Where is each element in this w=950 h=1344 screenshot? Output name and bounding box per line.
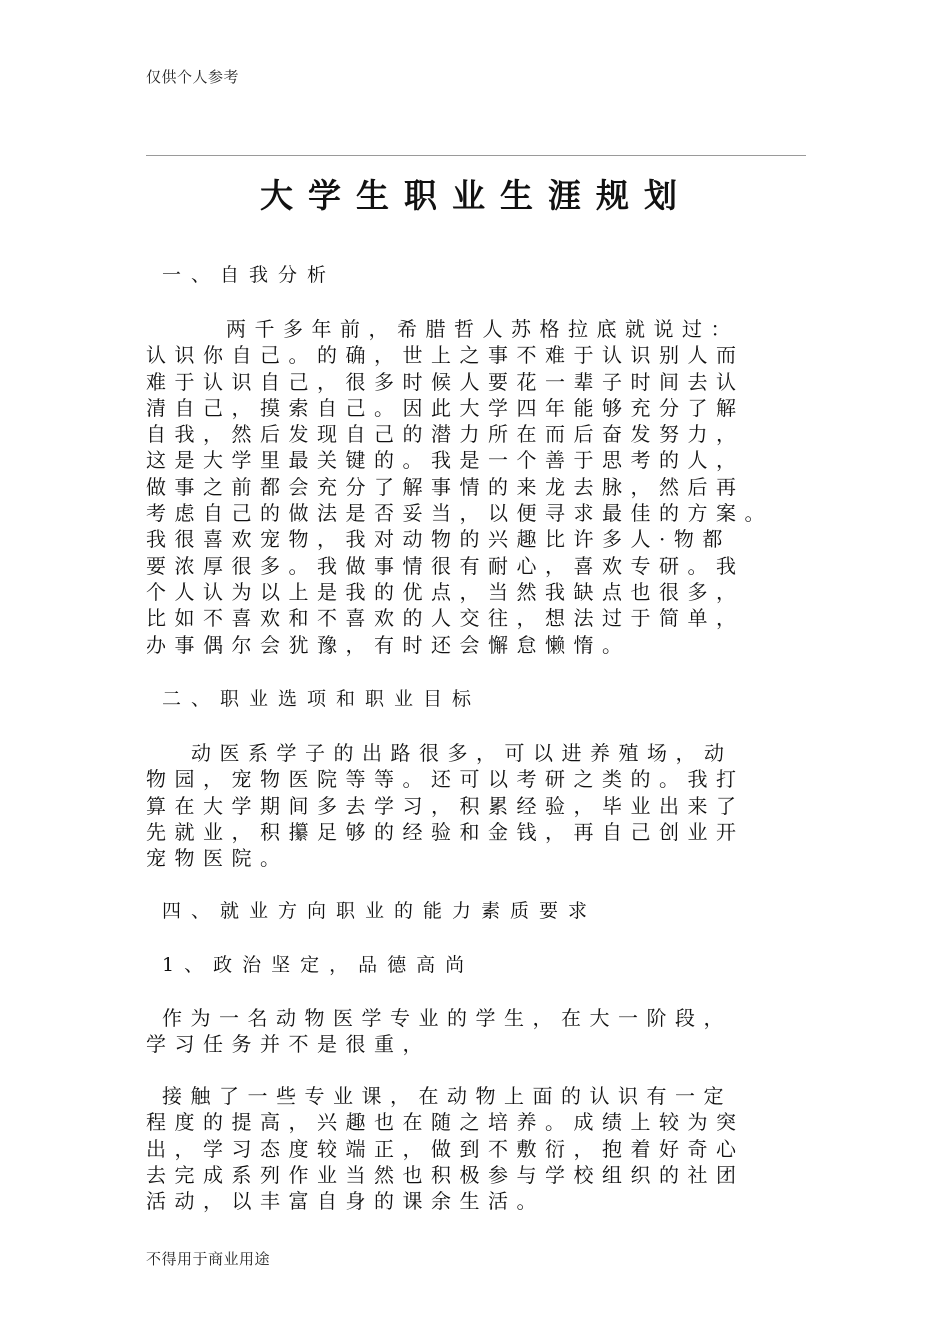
text-line: 作为一名动物医学专业的学生，在大一阶段，: [162, 1006, 732, 1030]
text-line: 物园，宠物医院等等。还可以考研之类的。我打: [146, 767, 745, 792]
sub-heading-political: 1、政治坚定，品德高尚: [162, 954, 475, 976]
paragraph-career-goals: [146, 740, 846, 871]
paragraph-study-details: [146, 1083, 846, 1214]
text-line: 清自己，摸索自己。因此大学四年能够充分了解: [146, 395, 745, 420]
text-line: 程度的提高，兴趣也在随之培养。成绩上较为突: [146, 1110, 745, 1135]
text-line: 两千多年前，希腊哲人苏格拉底就说过：: [226, 317, 739, 341]
text-line: 先就业，积攥足够的经验和金钱，再自己创业开: [146, 819, 745, 844]
text-line: 办事偶尔会犹豫，有时还会懈怠懒惰。: [146, 632, 631, 657]
section-heading-ability-requirements: 四、就业方向职业的能力素质要求: [162, 900, 598, 922]
header-note: 仅供个人参考: [146, 68, 240, 86]
text-line: 考虑自己的做法是否妥当，以便寻求最佳的方案。: [146, 501, 773, 526]
text-line: 算在大学期间多去学习，积累经验，毕业出来了: [146, 793, 745, 818]
header-divider: [146, 155, 806, 156]
text-line: 我很喜欢宠物，我对动物的兴趣比许多人·物都: [146, 527, 731, 552]
section-heading-career-goals: 二、职业选项和职业目标: [162, 688, 482, 710]
text-line: 出，学习态度较端正，做到不敷衍，抱着好奇心: [146, 1136, 745, 1161]
text-line: 学习任务并不是很重，: [146, 1032, 431, 1057]
text-line: 宠物医院。: [146, 846, 289, 871]
text-line: 这是大学里最关键的。我是一个善于思考的人，: [146, 448, 745, 473]
footer-note: 不得用于商业用途: [146, 1250, 271, 1268]
text-line: 难于认识自己，很多时候人要花一辈子时间去认: [146, 369, 745, 394]
text-line: 接触了一些专业课，在动物上面的认识有一定: [162, 1084, 732, 1108]
text-line: 认识你自己。的确，世上之事不难于认识别人而: [146, 343, 745, 368]
text-line: 动医系学子的出路很多，可以进养殖场，动: [191, 741, 733, 765]
text-line: 要浓厚很多。我做事情很有耐心，喜欢专研。我: [146, 553, 745, 578]
text-line: 自我，然后发现自己的潜力所在而后奋发努力，: [146, 422, 745, 447]
document-title: 大学生职业生涯规划: [260, 176, 692, 215]
paragraph-self-analysis: [146, 316, 846, 658]
text-line: 做事之前都会充分了解事情的来龙去脉，然后再: [146, 474, 745, 499]
text-line: 活动，以丰富自身的课余生活。: [146, 1189, 545, 1214]
text-line: 个人认为以上是我的优点，当然我缺点也很多，: [146, 579, 745, 604]
section-heading-self-analysis: 一、自我分析: [162, 264, 337, 286]
text-line: 去完成系列作业当然也积极参与学校组织的社团: [146, 1162, 745, 1187]
text-line: 比如不喜欢和不喜欢的人交往，想法过于简单，: [146, 606, 745, 631]
paragraph-study-intro: [146, 1005, 846, 1058]
